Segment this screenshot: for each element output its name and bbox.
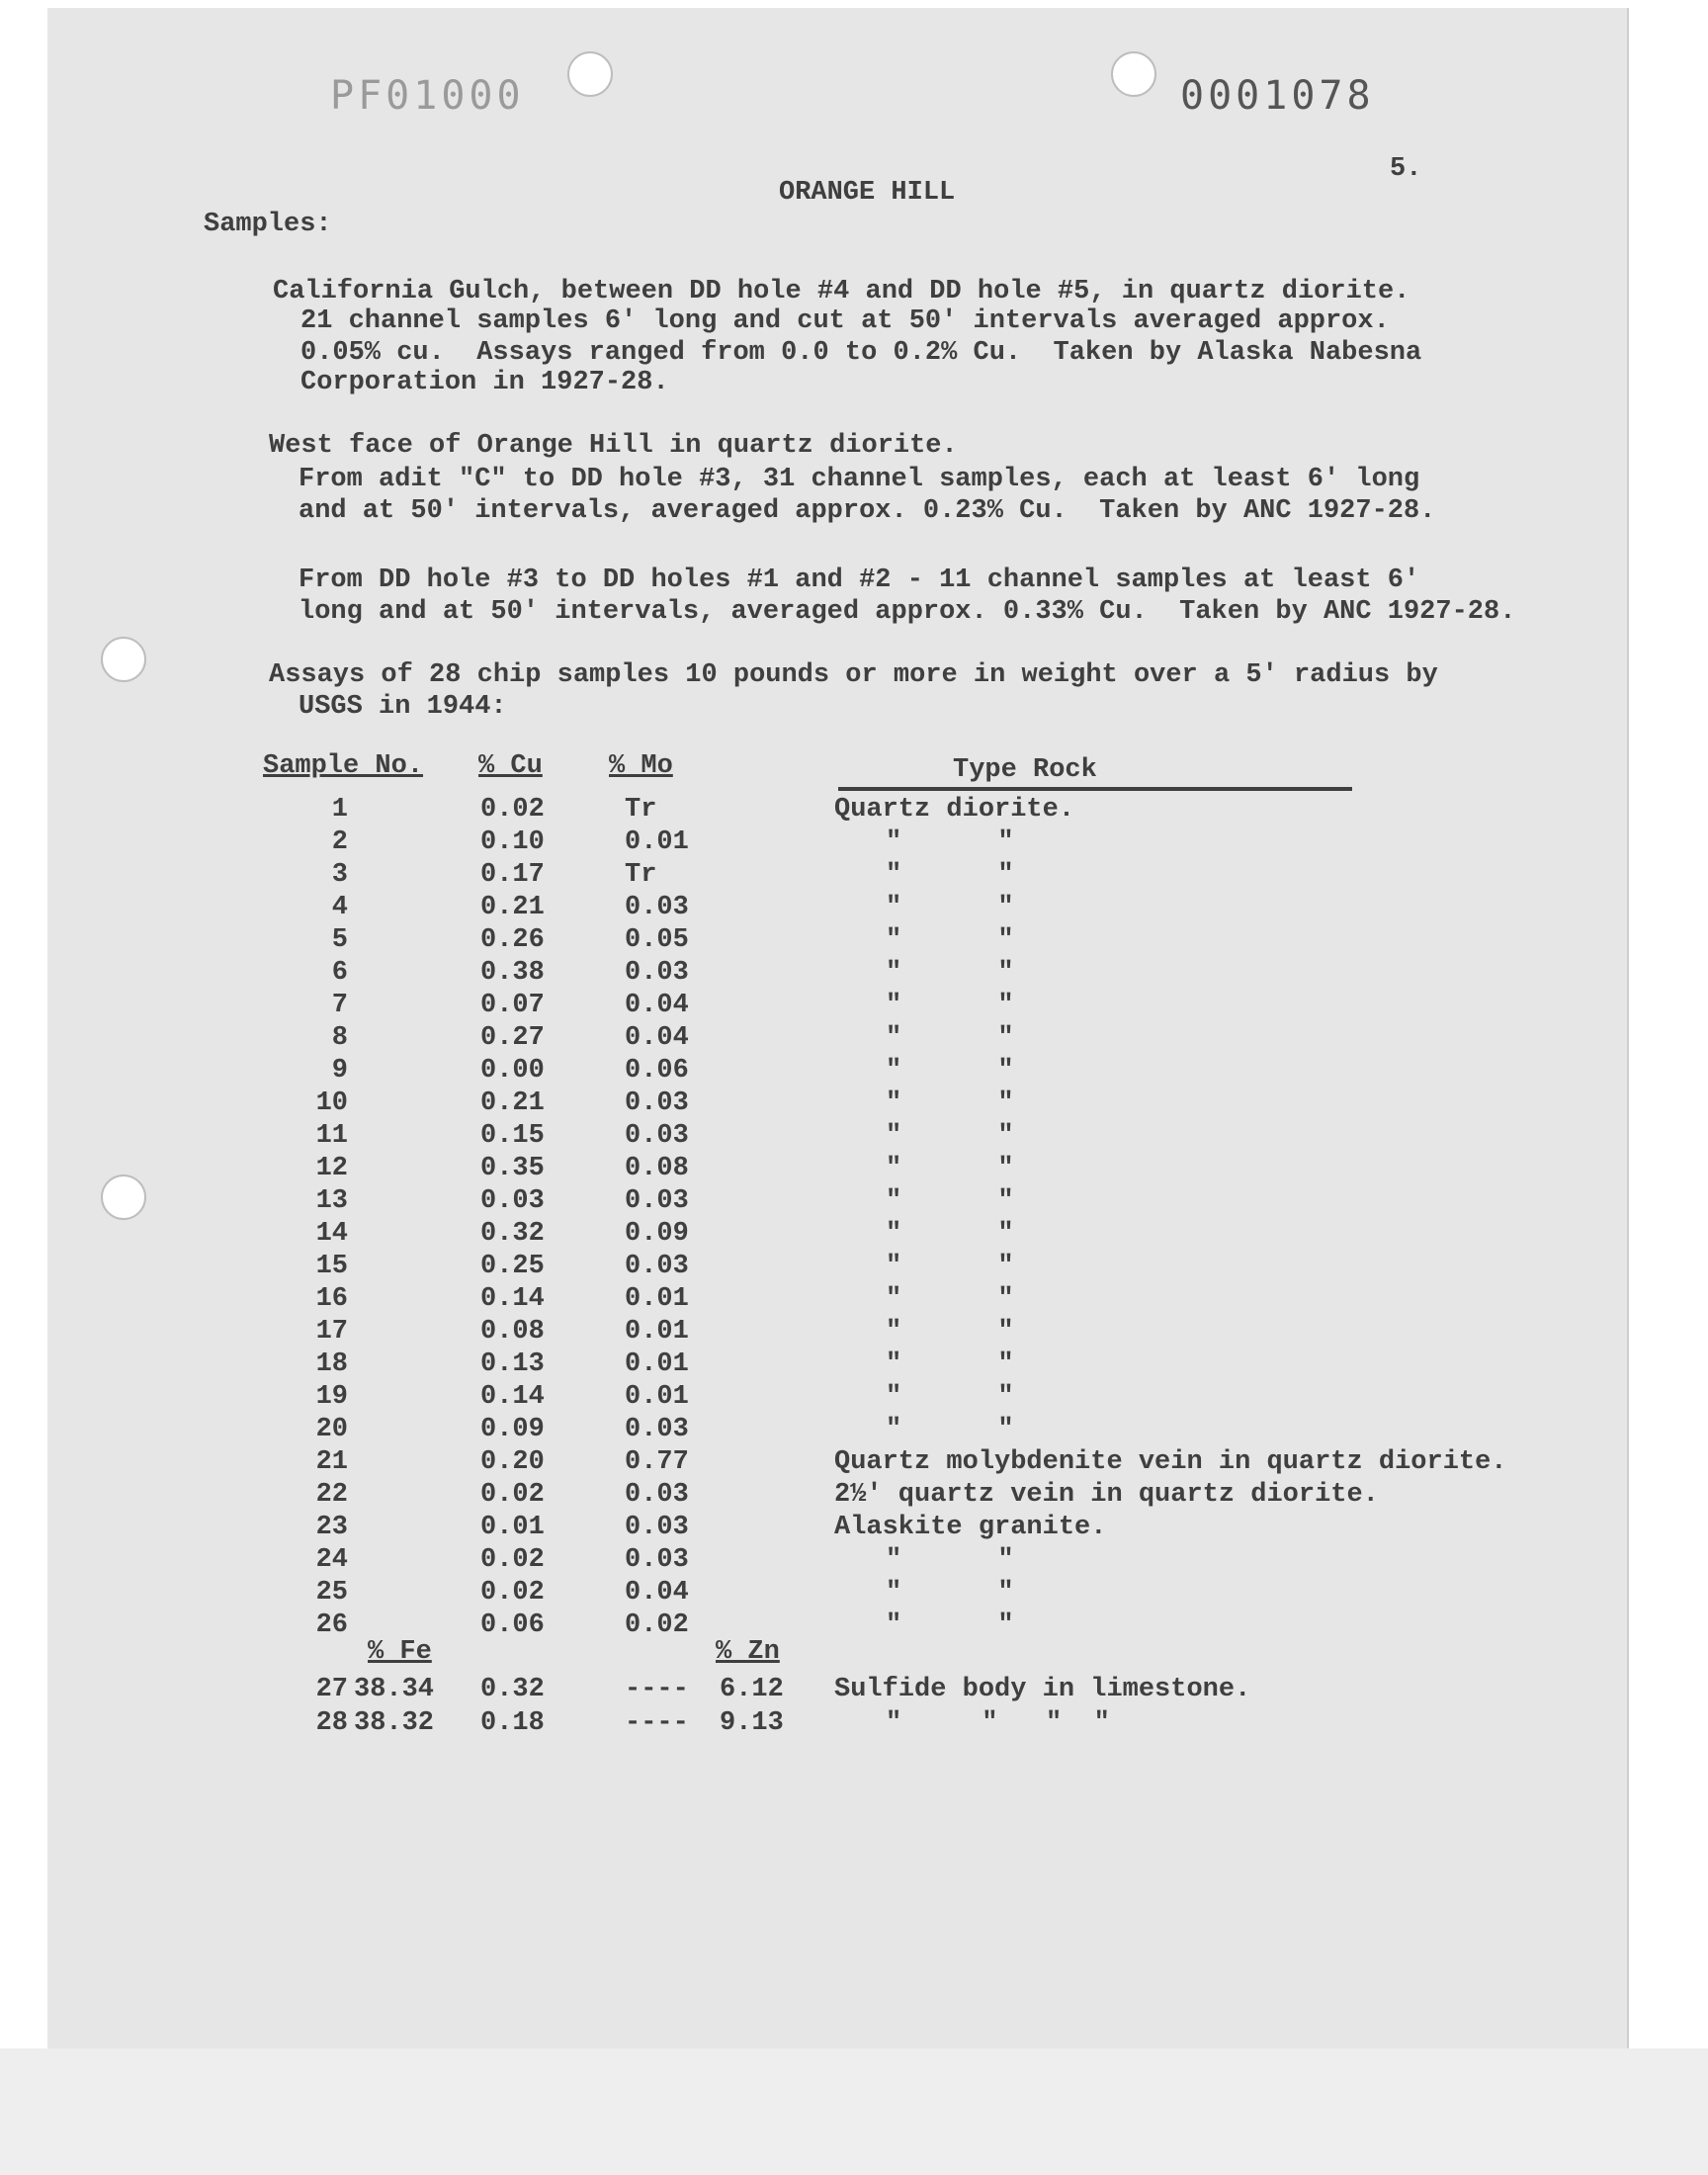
paragraph-line: From adit "C" to DD hole #3, 31 channel samples, each at least 6' long [299, 465, 1420, 494]
type-rock-rule [838, 787, 1352, 791]
mo-cell: 0.08 [625, 1154, 689, 1183]
cu-cell: 0.07 [480, 991, 545, 1020]
header-sample-no: Sample No. [263, 751, 424, 781]
cu-cell: 0.01 [480, 1513, 545, 1542]
cu-cell: 0.08 [480, 1317, 545, 1347]
punch-hole-left-lower [101, 1174, 146, 1220]
mo-cell: 0.01 [625, 1349, 689, 1379]
sample-no-cell: 23 [315, 1513, 348, 1542]
rock-type-cell: " " [886, 827, 1014, 857]
cu-cell: 0.10 [480, 827, 545, 857]
rock-type-cell: " " [886, 860, 1014, 890]
mo-cell: 0.09 [625, 1219, 689, 1249]
sample-no-cell: 9 [331, 1056, 348, 1086]
sample-no-cell: 24 [315, 1545, 348, 1575]
mo-cell: Tr [625, 860, 657, 890]
fe-cell: 38.32 [354, 1708, 435, 1738]
mo-cell: 0.03 [625, 1545, 689, 1575]
cu-cell: 0.32 [480, 1675, 545, 1704]
cu-cell: 0.38 [480, 958, 545, 988]
cu-cell: 0.02 [480, 795, 545, 825]
sample-no-cell: 18 [315, 1349, 348, 1379]
sample-no-cell: 26 [315, 1610, 348, 1640]
rock-type-cell: 2½' quartz vein in quartz diorite. [834, 1480, 1379, 1510]
paragraph-line: long and at 50' intervals, averaged approx. 0.33% Cu. Taken by ANC 1927-28. [299, 597, 1516, 627]
paragraph-line: Assays of 28 chip samples 10 pounds or more in weight over a 5' radius by [269, 660, 1438, 690]
header-mo: % Mo [609, 751, 673, 781]
sample-no-cell: 25 [315, 1578, 348, 1608]
sample-no-cell: 7 [331, 991, 348, 1020]
rock-type-cell: " " [886, 1219, 1014, 1249]
rock-type-cell: Quartz diorite. [834, 795, 1075, 825]
cu-cell: 0.15 [480, 1121, 545, 1151]
mo-cell: 0.04 [625, 1578, 689, 1608]
fe-cell: 38.34 [354, 1675, 435, 1704]
rock-type-cell: " " [886, 925, 1014, 955]
page-title: ORANGE HILL [779, 178, 956, 208]
zn-cell: 9.13 [720, 1708, 784, 1738]
sample-no-cell: 5 [331, 925, 348, 955]
cu-cell: 0.25 [480, 1252, 545, 1281]
mo-cell: 0.05 [625, 925, 689, 955]
cu-cell: 0.27 [480, 1023, 545, 1053]
sample-no-cell: 13 [315, 1186, 348, 1216]
mo-cell: 0.03 [625, 893, 689, 922]
rock-type-cell: " " [886, 1252, 1014, 1281]
mo-cell: 0.77 [625, 1447, 689, 1477]
mo-cell: 0.03 [625, 1088, 689, 1118]
sample-no-cell: 19 [315, 1382, 348, 1412]
header-type-rock: Type Rock [953, 755, 1097, 785]
paragraph-line: California Gulch, between DD hole #4 and DD hole #5, in quartz diorite. [273, 277, 1410, 306]
mo-cell: 0.06 [625, 1056, 689, 1086]
sample-no-cell: 15 [315, 1252, 348, 1281]
rock-type-cell: " " [886, 1610, 1014, 1640]
paragraph-line: 0.05% cu. Assays ranged from 0.0 to 0.2% Cu. Taken by Alaska Nabesna [300, 338, 1422, 368]
cu-cell: 0.32 [480, 1219, 545, 1249]
cu-cell: 0.20 [480, 1447, 545, 1477]
rock-type-cell: " " [886, 958, 1014, 988]
sample-no-cell: 1 [331, 795, 348, 825]
rock-type-cell: " " [886, 1415, 1014, 1444]
cu-cell: 0.21 [480, 893, 545, 922]
rock-type-cell: " " [886, 1121, 1014, 1151]
paragraph-line: From DD hole #3 to DD holes #1 and #2 - 11 channel samples at least 6' [299, 566, 1420, 595]
sample-no-cell: 4 [331, 893, 348, 922]
sample-no-cell: 27 [315, 1675, 348, 1704]
sample-no-cell: 20 [315, 1415, 348, 1444]
cu-cell: 0.21 [480, 1088, 545, 1118]
stamp-left: PF01000 [330, 73, 525, 119]
sample-no-cell: 11 [315, 1121, 348, 1151]
paragraph-line: and at 50' intervals, averaged approx. 0.23% Cu. Taken by ANC 1927-28. [299, 496, 1436, 526]
sample-no-cell: 10 [315, 1088, 348, 1118]
mo-cell: 0.03 [625, 1513, 689, 1542]
mo-cell: 0.04 [625, 1023, 689, 1053]
cu-cell: 0.14 [480, 1284, 545, 1314]
cu-cell: 0.09 [480, 1415, 545, 1444]
rock-type-cell: " " " " [886, 1708, 1110, 1738]
sample-no-cell: 6 [331, 958, 348, 988]
sample-no-cell: 17 [315, 1317, 348, 1347]
mo-cell: 0.01 [625, 1284, 689, 1314]
paper-sheet [47, 8, 1629, 2048]
paragraph-line: 21 channel samples 6' long and cut at 50' intervals averaged approx. [300, 306, 1390, 336]
stamp-right: 0001078 [1180, 73, 1375, 119]
cu-cell: 0.02 [480, 1480, 545, 1510]
rock-type-cell: Sulfide body in limestone. [834, 1675, 1251, 1704]
rock-type-cell: " " [886, 1056, 1014, 1086]
sample-no-cell: 22 [315, 1480, 348, 1510]
cu-cell: 0.17 [480, 860, 545, 890]
cu-cell: 0.00 [480, 1056, 545, 1086]
paragraph-line: Corporation in 1927-28. [300, 368, 669, 397]
zn-cell: 6.12 [720, 1675, 784, 1704]
mo-cell: 0.01 [625, 1317, 689, 1347]
sample-no-cell: 21 [315, 1447, 348, 1477]
cu-cell: 0.18 [480, 1708, 545, 1738]
rock-type-cell: " " [886, 1154, 1014, 1183]
rock-type-cell: " " [886, 1382, 1014, 1412]
rock-type-cell: " " [886, 1317, 1014, 1347]
mo-cell: 0.03 [625, 1252, 689, 1281]
rock-type-cell: " " [886, 1088, 1014, 1118]
sample-no-cell: 16 [315, 1284, 348, 1314]
mo-cell: 0.04 [625, 991, 689, 1020]
rock-type-cell: " " [886, 1545, 1014, 1575]
sample-no-cell: 3 [331, 860, 348, 890]
rock-type-cell: Quartz molybdenite vein in quartz diorite. [834, 1447, 1507, 1477]
header-fe: % Fe [368, 1637, 432, 1667]
paragraph-line: USGS in 1944: [299, 692, 507, 722]
paragraph-line: West face of Orange Hill in quartz diorite. [269, 431, 958, 461]
bottom-margin [0, 2048, 1708, 2175]
sample-no-cell: 14 [315, 1219, 348, 1249]
sample-no-cell: 28 [315, 1708, 348, 1738]
cu-cell: 0.13 [480, 1349, 545, 1379]
sample-no-cell: 8 [331, 1023, 348, 1053]
mo-cell: 0.01 [625, 1382, 689, 1412]
mo-cell: 0.03 [625, 1121, 689, 1151]
punch-hole-left-upper [101, 637, 146, 682]
mo-cell: 0.03 [625, 1480, 689, 1510]
header-zn: % Zn [716, 1637, 780, 1667]
header-cu: % Cu [478, 751, 543, 781]
mo-cell: 0.03 [625, 1186, 689, 1216]
cu-cell: 0.02 [480, 1545, 545, 1575]
rock-type-cell: " " [886, 1284, 1014, 1314]
punch-hole-top-left [567, 51, 613, 97]
rock-type-cell: " " [886, 1349, 1014, 1379]
rock-type-cell: " " [886, 1023, 1014, 1053]
cu-cell: 0.26 [480, 925, 545, 955]
mo-cell: Tr [625, 795, 657, 825]
cu-cell: 0.03 [480, 1186, 545, 1216]
page-number: 5. [1390, 154, 1422, 184]
rock-type-cell: " " [886, 991, 1014, 1020]
mo-cell: ---- [625, 1675, 689, 1704]
mo-cell: 0.03 [625, 958, 689, 988]
rock-type-cell: " " [886, 1578, 1014, 1608]
sample-no-cell: 12 [315, 1154, 348, 1183]
rock-type-cell: Alaskite granite. [834, 1513, 1107, 1542]
cu-cell: 0.02 [480, 1578, 545, 1608]
mo-cell: 0.01 [625, 827, 689, 857]
punch-hole-top-right [1111, 51, 1156, 97]
cu-cell: 0.14 [480, 1382, 545, 1412]
mo-cell: ---- [625, 1708, 689, 1738]
rock-type-cell: " " [886, 893, 1014, 922]
mo-cell: 0.03 [625, 1415, 689, 1444]
mo-cell: 0.02 [625, 1610, 689, 1640]
samples-heading: Samples: [204, 210, 332, 239]
rock-type-cell: " " [886, 1186, 1014, 1216]
cu-cell: 0.06 [480, 1610, 545, 1640]
cu-cell: 0.35 [480, 1154, 545, 1183]
sample-no-cell: 2 [331, 827, 348, 857]
